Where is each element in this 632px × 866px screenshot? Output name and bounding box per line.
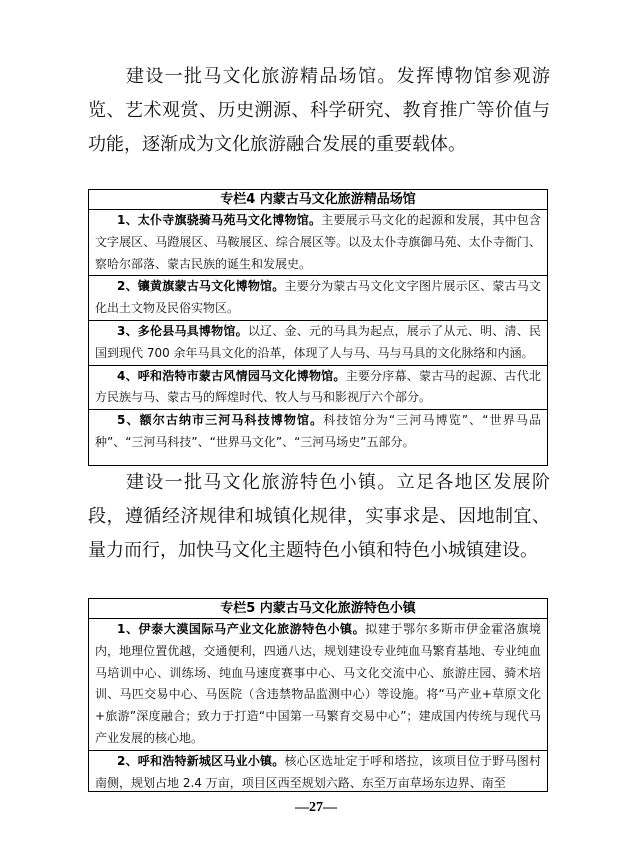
entry-body: 科技馆分为“三河马博览”、“世界马品种”、“三河马科技”、“世界马文化”、“三河马场史”五部分。 (95, 413, 542, 449)
box-entry (89, 276, 547, 321)
box-entry (89, 619, 547, 751)
feature-box-4 (88, 189, 548, 466)
box-entry (89, 321, 547, 366)
entry-body: 主要展示马文化的起源和发展，其中包含文字展区、马蹬展区、马鞍展区、综合展区等。以及太仆寺旗御马苑、太仆寺衙门、察哈尔部落、蒙古民族的诞生和发展史。 (95, 213, 541, 271)
entry-heading: 1、伊泰大漠国际马产业文化旅游特色小镇。 (117, 622, 366, 636)
box-title: 专栏4 内蒙古马文化旅游精品场馆 (89, 190, 547, 210)
entry-body: 主要分为蒙古马文化文字图片展示区、蒙古马文化出土文物及民俗实物区。 (95, 279, 541, 316)
entry-heading: 5、额尔古纳市三河马科技博物馆。 (117, 413, 324, 428)
page-number: —27— (295, 800, 337, 815)
box-entry (89, 210, 547, 276)
entry-heading: 3、多伦县马具博物馆。 (117, 323, 248, 338)
intro-paragraph: 建设一批马文化旅游精品场馆。发挥博物馆参观游览、艺术观赏、历史溯源、科学研究、教育推广等价值与功能，逐渐成为文化旅游融合发展的重要载体。 (88, 66, 550, 155)
entry-heading: 2、呼和浩特新城区马业小镇。 (117, 753, 285, 768)
entry-heading: 1、太仆寺旗骁骑马苑马文化博物馆。 (117, 213, 322, 227)
entry-heading: 4、呼和浩特市蒙古风情园马文化博物馆。 (117, 368, 346, 383)
box-entry (89, 366, 547, 411)
entry-body: 拟建于鄂尔多斯市伊金霍洛旗境内，地理位置优越，交通便利，四通八达，规划建设专业纯血马繁育基地、专业纯血马培训中心、训练场、纯血马速度赛事中心、马文化交流中心、旅游庄园、骑术培训、马匹交易中心、马医院（含违禁物品监测中心）等设施。将“马产业+草原文化+旅游”深度融合；致力于打造“中国第一马繁育交易中心”；建成国内传统与现代马产业发展的核心地。 (95, 622, 541, 745)
box-entry (89, 751, 547, 792)
entry-body: 主要分序幕、蒙古马的起源、古代北方民族与马、蒙古马的辉煌时代、牧人与马和影视厅六个部分。 (95, 368, 541, 405)
mid-paragraph: 建设一批马文化旅游特色小镇。立足各地区发展阶段，遵循经济规律和城镇化规律，实事求是、因地制宜、量力而行，加快马文化主题特色小镇和特色小城镇建设。 (88, 472, 550, 561)
feature-box-5 (88, 598, 548, 792)
entry-heading: 2、镶黄旗蒙古马文化博物馆。 (117, 279, 285, 294)
entry-body: 核心区选址定于呼和塔拉，该项目位于野马图村南侧，规划占地 2.4 万亩，项目区西至规划六路、东至万亩草场东边界、南至 (95, 753, 541, 790)
box-title: 专栏5 内蒙古马文化旅游特色小镇 (89, 599, 547, 619)
entry-body: 以辽、金、元的马具为起点，展示了从元、明、清、民国到现代 700 余年马具文化的沿革，体现了人与马、马与马具的文化脉络和内涵。 (95, 323, 541, 360)
box-entry (89, 410, 547, 454)
